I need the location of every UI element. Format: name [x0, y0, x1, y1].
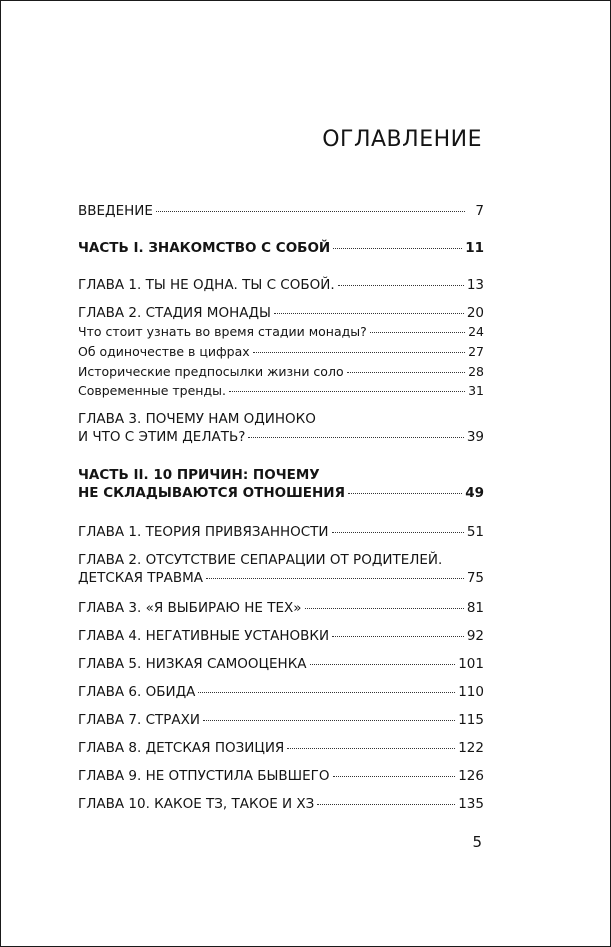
toc-entry-title: Что стоит узнать во время стадии монады? — [78, 324, 367, 339]
toc-entry-title: ГЛАВА 1. ТЕОРИЯ ПРИВЯЗАННОСТИ — [78, 524, 329, 540]
dot-leader — [333, 236, 462, 249]
toc-entry-title: ГЛАВА 2. СТАДИЯ МОНАДЫ — [78, 305, 271, 321]
toc-entry-part2-chapter-8 — [78, 739, 484, 757]
toc-entry-title: ЧАСТЬ I. ЗНАКОМСТВО С СОБОЙ — [78, 240, 331, 256]
toc-entry-title: ГЛАВА 8. ДЕТСКАЯ ПОЗИЦИЯ — [78, 740, 285, 756]
toc-entry-page: 20 — [466, 305, 484, 321]
dot-leader — [253, 340, 465, 353]
toc-entry-page: 24 — [468, 324, 484, 339]
toc-entry-title: ГЛАВА 10. КАКОЕ ТЗ, ТАКОЕ И ХЗ — [78, 796, 315, 812]
toc-entry-page: 92 — [466, 628, 484, 644]
dot-leader — [332, 520, 464, 533]
toc-entry-title: ГЛАВА 4. НЕГАТИВНЫЕ УСТАНОВКИ — [78, 628, 330, 644]
dot-leader — [333, 764, 456, 777]
toc-entry-page: 49 — [465, 485, 484, 501]
toc-entry-title: ГЛАВА 1. ТЫ НЕ ОДНА. ТЫ С СОБОЙ. — [78, 277, 335, 293]
toc-entry-part2-chapter-10 — [78, 795, 484, 813]
toc-entry-page: 27 — [468, 344, 484, 359]
toc-entry-page: 51 — [466, 524, 484, 540]
toc-entry-page: 31 — [468, 383, 484, 398]
dot-leader — [274, 301, 464, 314]
toc-entry-page: 122 — [458, 740, 484, 756]
toc-entry-page: 39 — [466, 429, 484, 445]
toc-entry-page: 110 — [458, 684, 484, 700]
toc-entry-part2-chapter-6 — [78, 683, 484, 701]
dot-leader — [305, 596, 464, 609]
dot-leader — [310, 652, 456, 665]
dot-leader — [338, 273, 464, 286]
dot-leader — [332, 624, 464, 637]
toc-entry-page: 135 — [458, 796, 484, 812]
toc-entry-title: Исторические предпосылки жизни соло — [78, 364, 344, 379]
toc-entry-title: ГЛАВА 9. НЕ ОТПУСТИЛА БЫВШЕГО — [78, 768, 330, 784]
page-number: 5 — [472, 833, 482, 851]
toc-entry-title: ГЛАВА 6. ОБИДА — [78, 684, 196, 700]
toc-entry-title: Современные тренды. — [78, 383, 226, 398]
toc-subentry-monad-stage — [78, 323, 484, 341]
page-title: ОГЛАВЛЕНИЕ — [322, 127, 482, 152]
toc-entry-part2-chapter-4 — [78, 627, 484, 645]
toc-subentry-trends — [78, 382, 484, 400]
toc-entry-page: 115 — [458, 712, 484, 728]
dot-leader — [347, 360, 465, 373]
toc-entry-page: 28 — [468, 364, 484, 379]
toc-entry-title: ГЛАВА 5. НИЗКАЯ САМООЦЕНКА — [78, 656, 307, 672]
dot-leader — [287, 736, 455, 749]
toc-entry-title: Об одиночестве в цифрах — [78, 344, 250, 359]
dot-leader — [317, 792, 455, 805]
toc-entry-page: 11 — [465, 240, 484, 256]
toc-entry-title: ВВЕДЕНИЕ — [78, 203, 153, 219]
toc-entry-title-line1: ГЛАВА 3. ПОЧЕМУ НАМ ОДИНОКО — [78, 411, 316, 427]
toc-entry-page: 7 — [475, 203, 484, 219]
dot-leader — [229, 379, 465, 392]
toc-entry-title-line1: ЧАСТЬ II. 10 ПРИЧИН: ПОЧЕМУ — [78, 467, 320, 483]
dot-leader — [203, 708, 455, 721]
toc-entry-page: 75 — [466, 570, 484, 586]
toc-entry-page: 81 — [466, 600, 484, 616]
toc-entry-part2-chapter-1 — [78, 523, 484, 541]
dot-leader — [156, 199, 465, 212]
toc-entry-introduction — [78, 202, 484, 220]
toc-entry-part2-chapter-2 — [78, 551, 484, 589]
toc-entry-part2-chapter-7 — [78, 711, 484, 729]
toc-entry-part-1 — [78, 239, 484, 257]
toc-entry-page: 101 — [458, 656, 484, 672]
toc-entry-title: ДЕТСКАЯ ТРАВМА — [78, 570, 204, 586]
toc-entry-page: 13 — [466, 277, 484, 293]
toc-entry-part2-chapter-5 — [78, 655, 484, 673]
toc-entry-part1-chapter-3 — [78, 410, 484, 448]
dot-leader — [248, 425, 463, 438]
dot-leader — [370, 320, 465, 333]
toc-entry-title: ГЛАВА 7. СТРАХИ — [78, 712, 200, 728]
toc-entry-part1-chapter-1 — [78, 276, 484, 294]
toc-entry-part2-chapter-3 — [78, 599, 484, 617]
toc-entry-title: И ЧТО С ЭТИМ ДЕЛАТЬ? — [78, 429, 246, 445]
toc-entry-page: 126 — [458, 768, 484, 784]
dot-leader — [348, 481, 462, 494]
toc-entry-part-2 — [78, 466, 484, 504]
dot-leader — [206, 566, 464, 579]
toc-entry-title-line1: ГЛАВА 2. ОТСУТСТВИЕ СЕПАРАЦИИ ОТ РОДИТЕЛЕЙ. — [78, 552, 443, 568]
dot-leader — [198, 680, 455, 693]
toc-entry-title: ГЛАВА 3. «Я ВЫБИРАЮ НЕ ТЕХ» — [78, 600, 302, 616]
toc-entry-part2-chapter-9 — [78, 767, 484, 785]
toc-subentry-loneliness-numbers — [78, 343, 484, 361]
toc-entry-title: НЕ СКЛАДЫВАЮТСЯ ОТНОШЕНИЯ — [78, 485, 345, 501]
